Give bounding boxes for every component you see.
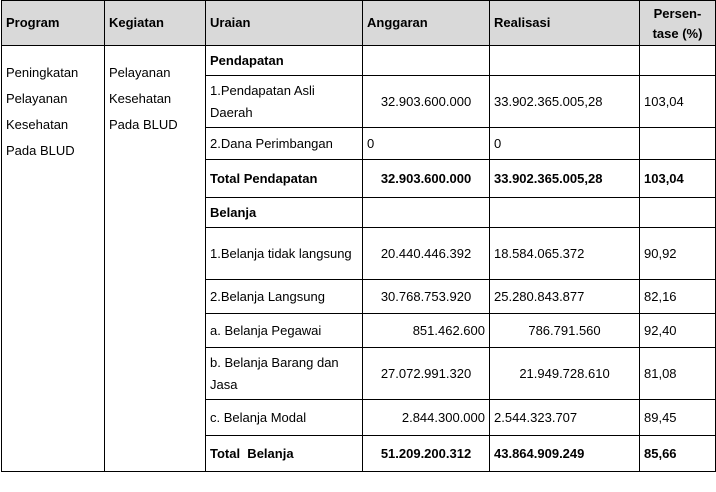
uraian-cell: 2.Belanja Langsung [206,280,363,314]
persen-cell: 82,16 [640,280,716,314]
realisasi-cell: 25.280.843.877 [490,280,640,314]
uraian-cell: Belanja [206,198,363,228]
persen-cell: 89,45 [640,400,716,436]
header-uraian: Uraian [206,1,363,46]
anggaran-cell: 30.768.753.920 [363,280,490,314]
uraian-cell: Pendapatan [206,46,363,76]
uraian-cell: a. Belanja Pegawai [206,314,363,348]
header-program: Program [2,1,105,46]
persen-cell: 103,04 [640,160,716,198]
budget-table [1,0,716,472]
realisasi-cell: 33.902.365.005,28 [490,76,640,128]
realisasi-cell: 18.584.065.372 [490,228,640,280]
persen-cell [640,46,716,76]
header-kegiatan: Kegiatan [105,1,206,46]
header-anggaran: Anggaran [363,1,490,46]
anggaran-cell: 2.844.300.000 [363,400,490,436]
header-persen-line2: tase (%) [652,26,703,41]
uraian-cell: Total Belanja [206,436,363,472]
realisasi-cell [490,198,640,228]
program-line: Pelayanan [6,91,68,106]
anggaran-cell: 20.440.446.392 [363,228,490,280]
anggaran-cell [363,46,490,76]
anggaran-cell: 32.903.600.000 [363,160,490,198]
anggaran-cell: 27.072.991.320 [363,348,490,400]
anggaran-cell: 32.903.600.000 [363,76,490,128]
uraian-cell: c. Belanja Modal [206,400,363,436]
uraian-cell: Total Pendapatan [206,160,363,198]
anggaran-cell [363,198,490,228]
anggaran-cell: 51.209.200.312 [363,436,490,472]
persen-cell: 92,40 [640,314,716,348]
header-realisasi: Realisasi [490,1,640,46]
kegiatan-line: Pelayanan [109,65,171,80]
anggaran-cell: 851.462.600 [363,314,490,348]
kegiatan-line: Pada BLUD [109,117,178,132]
program-line: Pada BLUD [6,143,75,158]
header-persentase [640,1,716,46]
program-line: Kesehatan [6,117,69,132]
persen-cell: 81,08 [640,348,716,400]
persen-cell: 90,92 [640,228,716,280]
realisasi-cell: 43.864.909.249 [490,436,640,472]
realisasi-cell: 0 [490,128,640,160]
kegiatan-cell [105,46,206,472]
table-header-row [2,1,716,46]
realisasi-cell: 2.544.323.707 [490,400,640,436]
program-cell [2,46,105,472]
uraian-cell: 2.Dana Perimbangan [206,128,363,160]
header-persen-line1: Persen- [653,6,702,21]
persen-cell [640,198,716,228]
uraian-cell: 1.Pendapatan Asli Daerah [206,76,363,128]
table-row [2,46,716,76]
realisasi-cell: 21.949.728.610 [490,348,640,400]
realisasi-cell: 33.902.365.005,28 [490,160,640,198]
uraian-cell: b. Belanja Barang dan Jasa [206,348,363,400]
persen-cell: 103,04 [640,76,716,128]
kegiatan-line: Kesehatan [109,91,172,106]
program-line: Peningkatan [6,65,79,80]
realisasi-cell: 786.791.560 [490,314,640,348]
anggaran-cell: 0 [363,128,490,160]
persen-cell: 85,66 [640,436,716,472]
realisasi-cell [490,46,640,76]
persen-cell [640,128,716,160]
uraian-cell: 1.Belanja tidak langsung [206,228,363,280]
